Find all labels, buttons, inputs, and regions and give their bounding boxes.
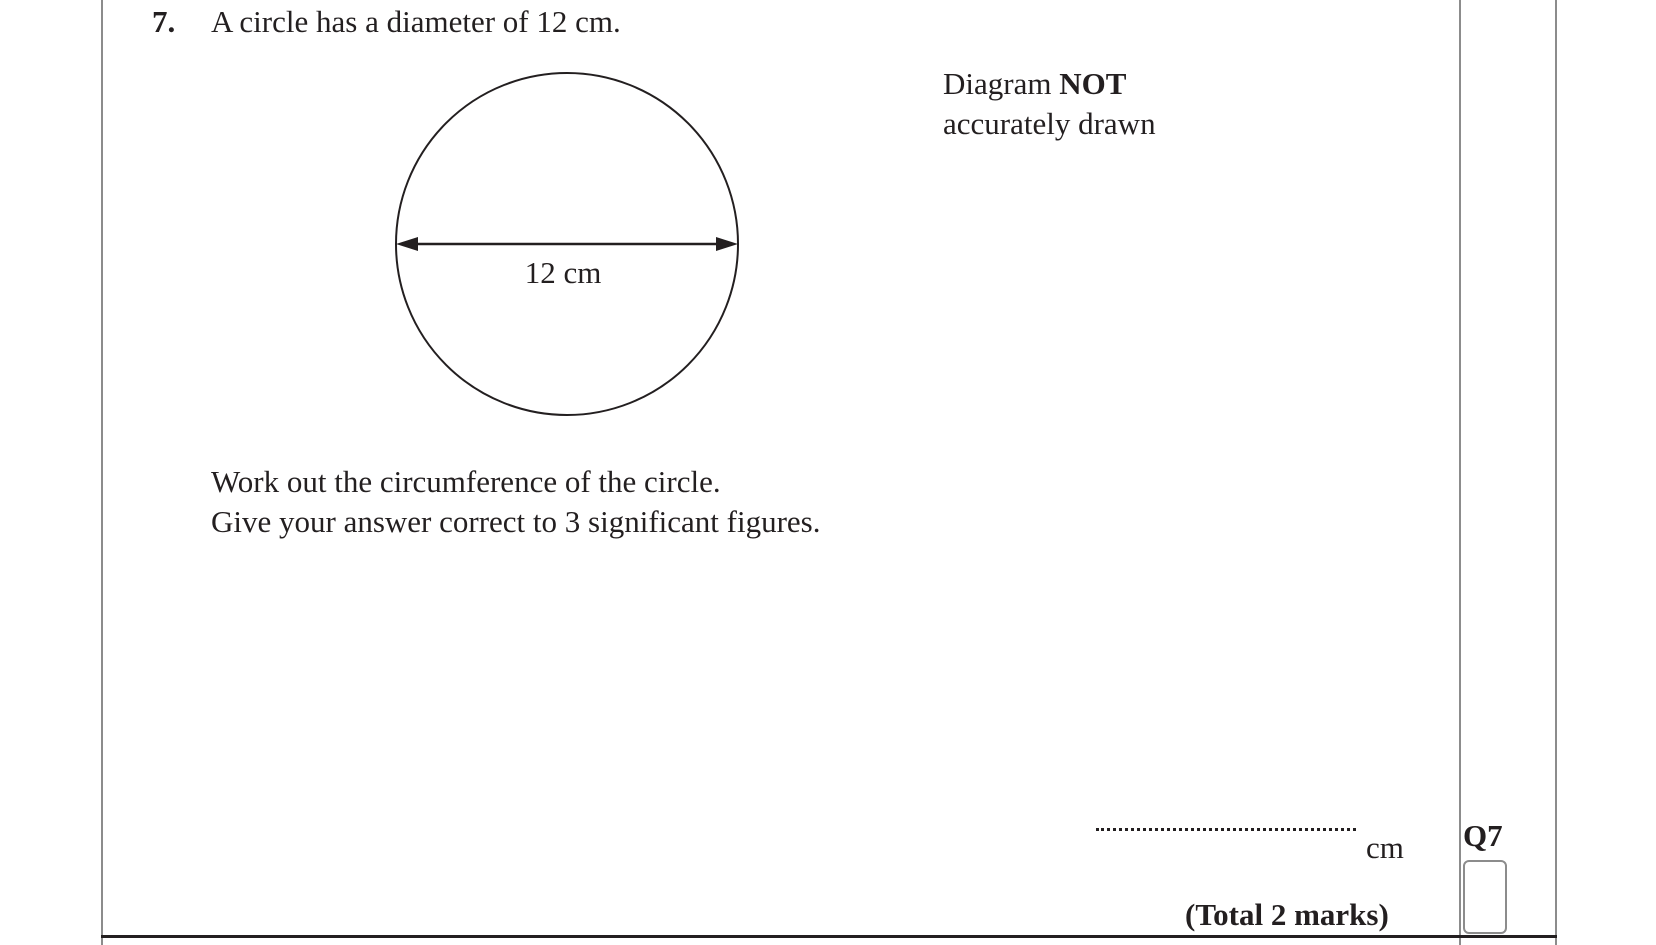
diameter-arrowhead-left [396, 237, 418, 251]
diameter-arrowhead-right [716, 237, 738, 251]
answer-line[interactable] [1096, 828, 1356, 831]
answer-unit: cm [1366, 830, 1404, 865]
diagram-note-not: NOT [1059, 66, 1127, 101]
marks-column-left-border [1459, 0, 1461, 945]
question-bottom-rule [101, 935, 1557, 938]
circle-diagram [380, 60, 740, 430]
page-right-border [1555, 0, 1557, 945]
page-left-border [101, 0, 103, 945]
question-text: A circle has a diameter of 12 cm. [211, 4, 621, 39]
diameter-label: 12 cm [524, 255, 602, 290]
question-number: 7. [152, 4, 176, 39]
diagram-note-prefix: Diagram [943, 66, 1060, 101]
question-margin-label: Q7 [1463, 818, 1503, 853]
instruction-line-1: Work out the circumference of the circle. [211, 464, 721, 499]
instructions [211, 462, 820, 542]
total-marks: (Total 2 marks) [1185, 897, 1389, 932]
examiner-mark-box [1463, 860, 1507, 934]
diagram-note [943, 64, 1156, 144]
diagram-note-line2: accurately drawn [943, 106, 1156, 141]
diagram-note-line1 [943, 64, 1156, 104]
circle-diagram-svg [380, 60, 740, 430]
instruction-line-2: Give your answer correct to 3 significant figures. [211, 504, 821, 539]
